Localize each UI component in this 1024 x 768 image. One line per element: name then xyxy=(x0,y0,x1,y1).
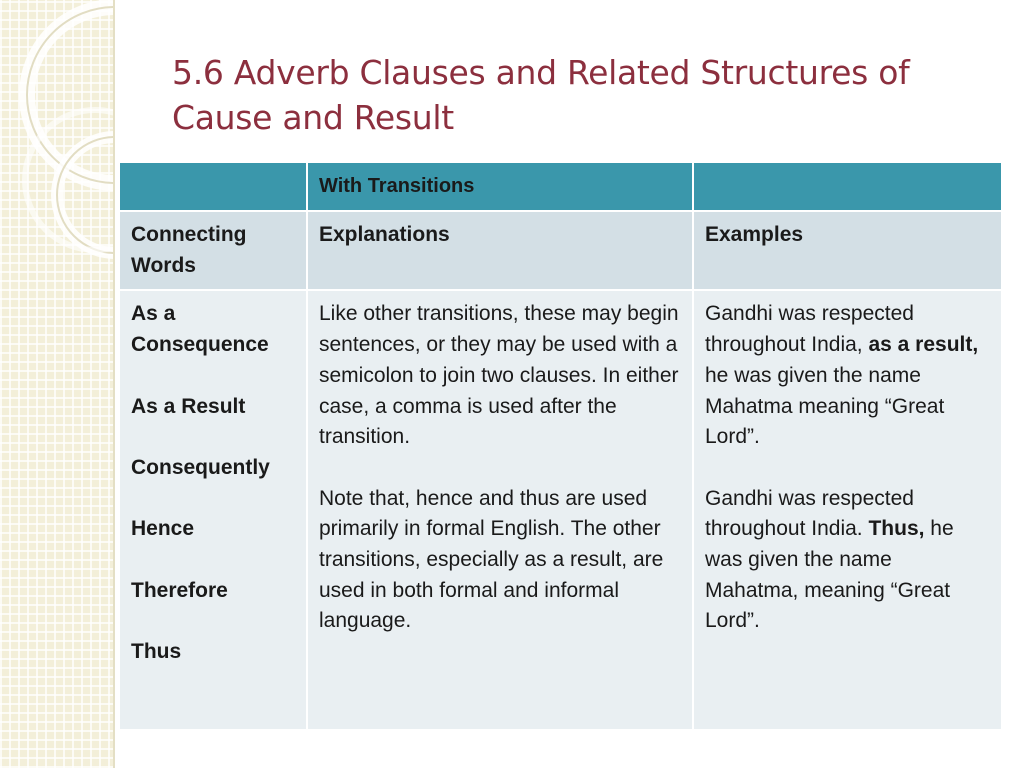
connecting-words-cell xyxy=(120,291,306,729)
table-header-row xyxy=(120,163,1001,210)
connecting-word: Consequently xyxy=(131,455,270,479)
connecting-word: Thus xyxy=(131,640,182,664)
decorative-side-band xyxy=(0,0,113,768)
example-paragraph-2: Gandhi was respected throughout India. Thus, he was given the name Mahatma, meaning “Great Lord”. xyxy=(705,486,954,633)
table-subheader-row xyxy=(120,212,1001,289)
decorative-rings xyxy=(0,0,113,768)
slide-title xyxy=(172,50,972,140)
example-paragraph-1: Gandhi was respected throughout India, as a result, he was given the name Mahatma meaning “Great Lord”. xyxy=(705,302,979,449)
connecting-word: Hence xyxy=(131,517,195,541)
header-cell-with-transitions: With Transitions xyxy=(308,163,692,210)
examples-cell xyxy=(694,291,1001,729)
table-body-row xyxy=(120,291,1001,729)
explanation-paragraph: Like other transitions, these may begin sentences, or they may be used with a semicolon to join two clauses. In either case, a comma is used after the transition. xyxy=(319,302,679,449)
connecting-word: As a Result xyxy=(131,394,246,418)
header-cell-empty-1 xyxy=(120,163,306,210)
connecting-word: Therefore xyxy=(131,578,228,602)
transitions-table xyxy=(118,161,1003,731)
subheader-examples: Examples xyxy=(694,212,1001,289)
slide-title-line-1: 5.6 Adverb Clauses and Related Structures of xyxy=(172,53,910,92)
explanation-paragraph: Note that, hence and thus are used primarily in formal English. The other transitions, especially as a result, are used in both formal and informal language. xyxy=(319,486,664,633)
explanations-cell xyxy=(308,291,692,729)
side-band-divider xyxy=(113,0,115,768)
connecting-word: As a Consequence xyxy=(131,302,269,357)
header-cell-empty-3 xyxy=(694,163,1001,210)
subheader-connecting-words: Connecting Words xyxy=(120,212,306,289)
subheader-explanations: Explanations xyxy=(308,212,692,289)
slide-title-line-2: Cause and Result xyxy=(172,98,454,137)
